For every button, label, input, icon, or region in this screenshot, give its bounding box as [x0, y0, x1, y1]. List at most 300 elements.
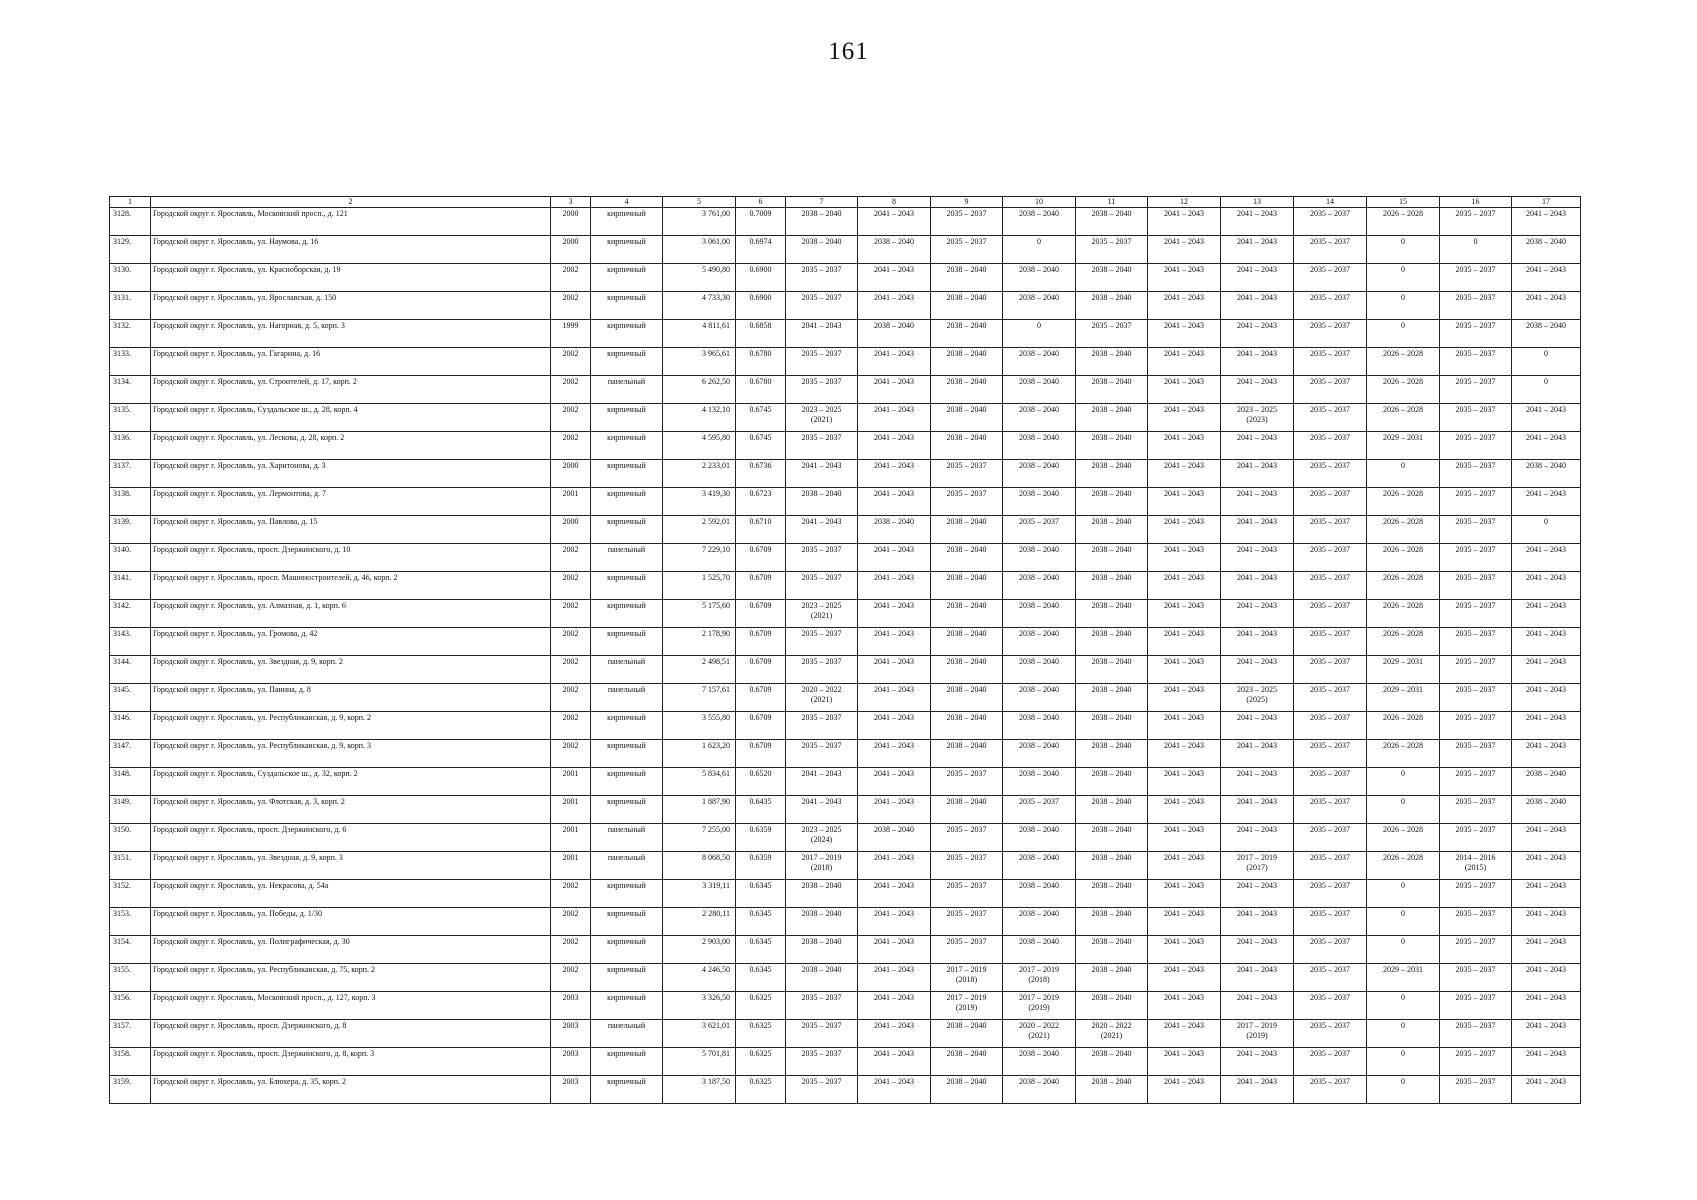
period-cell-13 — [1221, 852, 1294, 880]
period-cell-11 — [1076, 460, 1148, 488]
address-cell: Городской округ г. Ярославль, ул. Красноборская, д. 19 — [151, 264, 551, 292]
period-cell-11 — [1076, 292, 1148, 320]
period-cell-10 — [1003, 348, 1076, 376]
period-value: 2023 – 2025 — [801, 405, 842, 414]
table-row — [110, 376, 1581, 404]
period-cell-9 — [931, 824, 1003, 852]
period-value: 2038 – 2040 — [1019, 489, 1059, 498]
period-value: 2038 – 2040 — [1019, 853, 1059, 862]
period-cell-15: 2026 – 2028 — [1367, 208, 1440, 236]
period-value: 2041 – 2043 — [1237, 461, 1277, 470]
wall-material-cell: кирпичный — [591, 908, 663, 936]
period-value: 2035 – 2037 — [946, 853, 987, 862]
period-cell-17: 2038 – 2040 — [1512, 796, 1581, 824]
area-cell: 3 061,00 — [663, 236, 736, 264]
period-cell-7 — [786, 320, 858, 348]
actual-year-value: (2018) — [1028, 975, 1050, 984]
period-cell-7 — [786, 516, 858, 544]
period-cell-10 — [1003, 264, 1076, 292]
column-number-header: 2 — [151, 197, 551, 208]
period-value: 2035 – 2037 — [801, 657, 842, 666]
year-cell: 2002 — [551, 432, 591, 460]
wall-material-cell: кирпичный — [591, 1048, 663, 1076]
period-cell-10 — [1003, 768, 1076, 796]
period-cell-16 — [1440, 992, 1512, 1020]
address-cell: Городской округ г. Ярославль, ул. Республиканская, д. 75, корп. 2 — [151, 964, 551, 992]
period-value: 2038 – 2040 — [946, 265, 987, 274]
period-value: 2035 – 2037 — [1455, 825, 1496, 834]
period-cell-8: 2041 – 2043 — [858, 908, 931, 936]
coefficient-cell: 0.6745 — [736, 404, 786, 432]
period-cell-11 — [1076, 936, 1148, 964]
period-cell-11 — [1076, 880, 1148, 908]
coefficient-cell: 0.6858 — [736, 320, 786, 348]
period-cell-14: 2035 – 2037 — [1294, 880, 1367, 908]
period-cell-14: 2035 – 2037 — [1294, 1020, 1367, 1048]
period-cell-13 — [1221, 1048, 1294, 1076]
period-cell-15: 2026 – 2028 — [1367, 572, 1440, 600]
period-cell-14: 2035 – 2037 — [1294, 964, 1367, 992]
actual-year-value: (2021) — [810, 695, 833, 704]
area-cell: 4 733,30 — [663, 292, 736, 320]
year-cell: 2002 — [551, 404, 591, 432]
area-cell: 7 229,10 — [663, 544, 736, 572]
period-cell-11 — [1076, 712, 1148, 740]
address-cell: Городской округ г. Ярославль, ул. Флотская, д. 3, корп. 2 — [151, 796, 551, 824]
period-cell-13 — [1221, 628, 1294, 656]
period-value: 2035 – 2037 — [1455, 461, 1496, 470]
period-cell-12: 2041 – 2043 — [1148, 320, 1221, 348]
period-cell-7 — [786, 852, 858, 880]
period-value: 2041 – 2043 — [1237, 601, 1277, 610]
period-cell-11 — [1076, 208, 1148, 236]
actual-year-value: (2024) — [810, 835, 833, 844]
period-value: 2020 – 2022 — [801, 685, 842, 694]
period-value: 2041 – 2043 — [801, 517, 842, 526]
period-cell-17: 2041 – 2043 — [1512, 432, 1581, 460]
year-cell: 2002 — [551, 936, 591, 964]
column-number-header: 9 — [931, 197, 1003, 208]
area-cell: 4 246,50 — [663, 964, 736, 992]
year-cell: 2002 — [551, 628, 591, 656]
coefficient-cell: 0.6710 — [736, 516, 786, 544]
period-cell-14: 2035 – 2037 — [1294, 684, 1367, 712]
area-cell: 4 132,10 — [663, 404, 736, 432]
period-cell-17: 2041 – 2043 — [1512, 1076, 1581, 1104]
period-value: 2038 – 2040 — [1091, 517, 1132, 526]
table-row — [110, 824, 1581, 852]
period-value: 2035 – 2037 — [1455, 321, 1496, 330]
period-cell-16 — [1440, 572, 1512, 600]
table-row — [110, 684, 1581, 712]
period-cell-15: 2026 – 2028 — [1367, 600, 1440, 628]
period-cell-13 — [1221, 740, 1294, 768]
period-cell-9 — [931, 628, 1003, 656]
period-cell-7 — [786, 600, 858, 628]
period-cell-16 — [1440, 348, 1512, 376]
coefficient-cell: 0.6435 — [736, 796, 786, 824]
period-value: 2041 – 2043 — [1237, 909, 1277, 918]
period-cell-15: 2029 – 2031 — [1367, 684, 1440, 712]
period-cell-8: 2041 – 2043 — [858, 348, 931, 376]
period-value: 2038 – 2040 — [1019, 377, 1059, 386]
period-cell-11 — [1076, 796, 1148, 824]
period-value: 2038 – 2040 — [946, 545, 987, 554]
coefficient-cell: 0.6359 — [736, 824, 786, 852]
period-cell-16 — [1440, 740, 1512, 768]
period-cell-12: 2041 – 2043 — [1148, 208, 1221, 236]
wall-material-cell: кирпичный — [591, 628, 663, 656]
period-cell-9 — [931, 1020, 1003, 1048]
period-cell-8: 2041 – 2043 — [858, 1020, 931, 1048]
period-cell-14: 2035 – 2037 — [1294, 572, 1367, 600]
period-cell-16 — [1440, 768, 1512, 796]
period-cell-11 — [1076, 1076, 1148, 1104]
period-cell-14: 2035 – 2037 — [1294, 796, 1367, 824]
wall-material-cell: панельный — [591, 376, 663, 404]
period-cell-12: 2041 – 2043 — [1148, 264, 1221, 292]
wall-material-cell: панельный — [591, 1020, 663, 1048]
period-value: 2041 – 2043 — [1237, 517, 1277, 526]
period-cell-15: 2026 – 2028 — [1367, 628, 1440, 656]
period-value: 2038 – 2040 — [1091, 545, 1132, 554]
period-value: 2035 – 2037 — [1455, 629, 1496, 638]
period-cell-10 — [1003, 432, 1076, 460]
address-cell: Городской округ г. Ярославль, Московский просп., д. 121 — [151, 208, 551, 236]
period-cell-17: 0 — [1512, 348, 1581, 376]
period-cell-17: 2041 – 2043 — [1512, 208, 1581, 236]
period-cell-9 — [931, 572, 1003, 600]
period-cell-14: 2035 – 2037 — [1294, 460, 1367, 488]
period-value: 2035 – 2037 — [1455, 1021, 1496, 1030]
period-cell-7 — [786, 1048, 858, 1076]
period-cell-17: 2041 – 2043 — [1512, 992, 1581, 1020]
row-number-cell: 3155. — [110, 964, 151, 992]
wall-material-cell: кирпичный — [591, 348, 663, 376]
address-cell: Городской округ г. Ярославль, ул. Республиканская, д. 9, корп. 3 — [151, 740, 551, 768]
column-number-header: 7 — [786, 197, 858, 208]
period-value: 2041 – 2043 — [1237, 769, 1277, 778]
period-value: 2038 – 2040 — [1091, 601, 1132, 610]
period-cell-8: 2038 – 2040 — [858, 320, 931, 348]
table-row — [110, 348, 1581, 376]
period-cell-16 — [1440, 376, 1512, 404]
period-value: 2035 – 2037 — [1455, 433, 1496, 442]
period-cell-13 — [1221, 824, 1294, 852]
period-cell-13 — [1221, 992, 1294, 1020]
period-value: 2038 – 2040 — [1091, 993, 1132, 1002]
year-cell: 2001 — [551, 824, 591, 852]
period-value: 2038 – 2040 — [946, 349, 987, 358]
wall-material-cell: кирпичный — [591, 488, 663, 516]
period-cell-15: 0 — [1367, 1076, 1440, 1104]
period-value: 2035 – 2037 — [946, 825, 987, 834]
period-value: 2014 – 2016 — [1455, 853, 1496, 862]
period-value: 2041 – 2043 — [1237, 489, 1277, 498]
period-cell-11 — [1076, 768, 1148, 796]
period-cell-11 — [1076, 432, 1148, 460]
period-cell-11 — [1076, 1048, 1148, 1076]
row-number-cell: 3153. — [110, 908, 151, 936]
period-cell-16 — [1440, 600, 1512, 628]
period-cell-8: 2038 – 2040 — [858, 824, 931, 852]
column-number-header: 3 — [551, 197, 591, 208]
period-cell-17: 2041 – 2043 — [1512, 572, 1581, 600]
period-cell-11 — [1076, 600, 1148, 628]
coefficient-cell: 0.6709 — [736, 572, 786, 600]
row-number-cell: 3143. — [110, 628, 151, 656]
period-value: 0 — [1037, 237, 1041, 246]
period-cell-11 — [1076, 824, 1148, 852]
period-cell-11 — [1076, 264, 1148, 292]
period-cell-14: 2035 – 2037 — [1294, 992, 1367, 1020]
period-value: 2035 – 2037 — [946, 881, 987, 890]
area-cell: 2 592,01 — [663, 516, 736, 544]
period-value: 2038 – 2040 — [946, 405, 987, 414]
period-value: 2035 – 2037 — [1455, 685, 1496, 694]
row-number-cell: 3151. — [110, 852, 151, 880]
period-value: 2038 – 2040 — [1091, 433, 1132, 442]
period-cell-13 — [1221, 880, 1294, 908]
area-cell: 2 498,51 — [663, 656, 736, 684]
period-value: 2041 – 2043 — [801, 461, 842, 470]
area-cell: 2 903,00 — [663, 936, 736, 964]
row-number-cell: 3145. — [110, 684, 151, 712]
address-cell: Городской округ г. Ярославль, ул. Звездная, д. 9, корп. 3 — [151, 852, 551, 880]
year-cell: 2000 — [551, 516, 591, 544]
area-cell: 2 233,01 — [663, 460, 736, 488]
address-cell: Городской округ г. Ярославль, Суздальское ш., д. 28, корп. 4 — [151, 404, 551, 432]
wall-material-cell: кирпичный — [591, 936, 663, 964]
year-cell: 2003 — [551, 1076, 591, 1104]
period-cell-16 — [1440, 908, 1512, 936]
period-cell-12: 2041 – 2043 — [1148, 880, 1221, 908]
period-cell-12: 2041 – 2043 — [1148, 572, 1221, 600]
table-row — [110, 320, 1581, 348]
wall-material-cell: кирпичный — [591, 404, 663, 432]
row-number-cell: 3140. — [110, 544, 151, 572]
period-cell-9 — [931, 348, 1003, 376]
period-value: 2041 – 2043 — [1237, 937, 1277, 946]
period-value: 2035 – 2037 — [801, 741, 842, 750]
period-cell-12: 2041 – 2043 — [1148, 516, 1221, 544]
period-value: 2035 – 2037 — [801, 377, 842, 386]
period-cell-8: 2041 – 2043 — [858, 712, 931, 740]
column-number-header: 4 — [591, 197, 663, 208]
period-cell-11 — [1076, 684, 1148, 712]
year-cell: 2002 — [551, 376, 591, 404]
year-cell: 2002 — [551, 740, 591, 768]
period-value: 2038 – 2040 — [1091, 265, 1132, 274]
period-value: 2038 – 2040 — [1019, 741, 1059, 750]
period-cell-12: 2041 – 2043 — [1148, 908, 1221, 936]
period-cell-14: 2035 – 2037 — [1294, 712, 1367, 740]
period-cell-15: 0 — [1367, 936, 1440, 964]
period-cell-8: 2041 – 2043 — [858, 684, 931, 712]
coefficient-cell: 0.6345 — [736, 908, 786, 936]
period-cell-11 — [1076, 628, 1148, 656]
period-cell-10 — [1003, 936, 1076, 964]
period-cell-17: 2041 – 2043 — [1512, 936, 1581, 964]
period-cell-16 — [1440, 1076, 1512, 1104]
coefficient-cell: 0.6709 — [736, 628, 786, 656]
table-row — [110, 404, 1581, 432]
wall-material-cell: кирпичный — [591, 600, 663, 628]
period-cell-8: 2041 – 2043 — [858, 768, 931, 796]
table-body — [110, 208, 1581, 1104]
period-value: 2038 – 2040 — [1019, 909, 1059, 918]
period-cell-13 — [1221, 516, 1294, 544]
actual-year-value: (2025) — [1246, 695, 1268, 704]
period-cell-15: 0 — [1367, 320, 1440, 348]
period-cell-17: 2038 – 2040 — [1512, 460, 1581, 488]
period-value: 2038 – 2040 — [946, 797, 987, 806]
period-cell-8: 2041 – 2043 — [858, 264, 931, 292]
coefficient-cell: 0.6345 — [736, 964, 786, 992]
period-cell-17: 2041 – 2043 — [1512, 1048, 1581, 1076]
row-number-cell: 3141. — [110, 572, 151, 600]
actual-year-value: (2017) — [1246, 863, 1268, 872]
period-cell-7 — [786, 348, 858, 376]
period-cell-9 — [931, 264, 1003, 292]
period-value: 2035 – 2037 — [801, 1077, 842, 1086]
period-value: 2038 – 2040 — [801, 881, 842, 890]
table-row — [110, 236, 1581, 264]
period-cell-16 — [1440, 824, 1512, 852]
year-cell: 2002 — [551, 600, 591, 628]
table-row — [110, 208, 1581, 236]
period-cell-7 — [786, 376, 858, 404]
year-cell: 2002 — [551, 964, 591, 992]
period-value: 2023 – 2025 — [1237, 685, 1277, 694]
period-value: 2035 – 2037 — [946, 937, 987, 946]
period-cell-10 — [1003, 572, 1076, 600]
period-cell-9 — [931, 516, 1003, 544]
area-cell: 5 701,81 — [663, 1048, 736, 1076]
period-value: 2038 – 2040 — [1019, 1077, 1059, 1086]
period-cell-12: 2041 – 2043 — [1148, 964, 1221, 992]
period-value: 2038 – 2040 — [1091, 853, 1132, 862]
period-value: 2017 – 2019 — [1019, 993, 1059, 1002]
table-row — [110, 292, 1581, 320]
period-cell-17: 2041 – 2043 — [1512, 628, 1581, 656]
period-cell-13 — [1221, 936, 1294, 964]
area-cell: 4 595,80 — [663, 432, 736, 460]
period-value: 2035 – 2037 — [1091, 237, 1132, 246]
wall-material-cell: кирпичный — [591, 208, 663, 236]
period-cell-11 — [1076, 236, 1148, 264]
period-value: 2038 – 2040 — [946, 713, 987, 722]
period-cell-16 — [1440, 880, 1512, 908]
period-value: 2038 – 2040 — [946, 741, 987, 750]
area-cell: 5 834,61 — [663, 768, 736, 796]
table-row — [110, 460, 1581, 488]
period-value: 2038 – 2040 — [1091, 713, 1132, 722]
table-row — [110, 936, 1581, 964]
table-row — [110, 768, 1581, 796]
period-cell-15: 0 — [1367, 1048, 1440, 1076]
period-cell-9 — [931, 460, 1003, 488]
period-value: 2038 – 2040 — [1019, 713, 1059, 722]
table-row — [110, 1048, 1581, 1076]
period-value: 2035 – 2037 — [1455, 489, 1496, 498]
period-cell-13 — [1221, 264, 1294, 292]
period-cell-7 — [786, 404, 858, 432]
period-cell-13 — [1221, 712, 1294, 740]
period-cell-10 — [1003, 404, 1076, 432]
period-value: 2017 – 2019 — [946, 965, 987, 974]
period-value: 2038 – 2040 — [1091, 685, 1132, 694]
period-cell-13 — [1221, 572, 1294, 600]
coefficient-cell: 0.6359 — [736, 852, 786, 880]
year-cell: 2002 — [551, 264, 591, 292]
period-value: 2035 – 2037 — [1455, 713, 1496, 722]
period-cell-7 — [786, 628, 858, 656]
period-cell-15: 0 — [1367, 880, 1440, 908]
period-value: 2038 – 2040 — [1019, 881, 1059, 890]
period-value: 2038 – 2040 — [1091, 881, 1132, 890]
row-number-cell: 3134. — [110, 376, 151, 404]
period-cell-15: 2026 – 2028 — [1367, 376, 1440, 404]
period-cell-14: 2035 – 2037 — [1294, 348, 1367, 376]
wall-material-cell: панельный — [591, 852, 663, 880]
row-number-cell: 3147. — [110, 740, 151, 768]
wall-material-cell: панельный — [591, 824, 663, 852]
period-cell-12: 2041 – 2043 — [1148, 236, 1221, 264]
period-value: 2038 – 2040 — [946, 657, 987, 666]
coefficient-cell: 0.6736 — [736, 460, 786, 488]
period-cell-8: 2038 – 2040 — [858, 236, 931, 264]
period-cell-8: 2041 – 2043 — [858, 572, 931, 600]
period-cell-14: 2035 – 2037 — [1294, 600, 1367, 628]
actual-year-value: (2021) — [1100, 1031, 1123, 1040]
address-cell: Городской округ г. Ярославль, просп. Дзержинского, д. 10 — [151, 544, 551, 572]
period-value: 2035 – 2037 — [1455, 993, 1496, 1002]
period-value: 2038 – 2040 — [1091, 209, 1132, 218]
period-cell-10 — [1003, 544, 1076, 572]
period-value: 0 — [1473, 237, 1478, 246]
period-cell-13 — [1221, 544, 1294, 572]
address-cell: Городской округ г. Ярославль, просп. Дзержинского, д. 8, корп. 3 — [151, 1048, 551, 1076]
period-value: 2038 – 2040 — [1019, 433, 1059, 442]
wall-material-cell: кирпичный — [591, 768, 663, 796]
row-number-cell: 3152. — [110, 880, 151, 908]
period-value: 2035 – 2037 — [1455, 909, 1496, 918]
period-cell-10 — [1003, 1020, 1076, 1048]
actual-year-value: (2018) — [955, 975, 978, 984]
period-value: 2038 – 2040 — [946, 377, 987, 386]
period-cell-8: 2041 – 2043 — [858, 488, 931, 516]
period-cell-10 — [1003, 516, 1076, 544]
row-number-cell: 3150. — [110, 824, 151, 852]
period-cell-7 — [786, 768, 858, 796]
wall-material-cell: кирпичный — [591, 1076, 663, 1104]
period-cell-11 — [1076, 656, 1148, 684]
period-cell-16 — [1440, 656, 1512, 684]
period-value: 2035 – 2037 — [1455, 265, 1496, 274]
address-cell: Городской округ г. Ярославль, ул. Алмазная, д. 1, корп. 6 — [151, 600, 551, 628]
area-cell: 3 326,50 — [663, 992, 736, 1020]
address-cell: Городской округ г. Ярославль, просп. Дзержинского, д. 8 — [151, 1020, 551, 1048]
column-number-header: 13 — [1221, 197, 1294, 208]
period-cell-7 — [786, 1020, 858, 1048]
period-cell-9 — [931, 320, 1003, 348]
address-cell: Городской округ г. Ярославль, ул. Панина, д. 8 — [151, 684, 551, 712]
wall-material-cell: панельный — [591, 544, 663, 572]
row-number-cell: 3144. — [110, 656, 151, 684]
year-cell: 2002 — [551, 880, 591, 908]
table-row — [110, 740, 1581, 768]
